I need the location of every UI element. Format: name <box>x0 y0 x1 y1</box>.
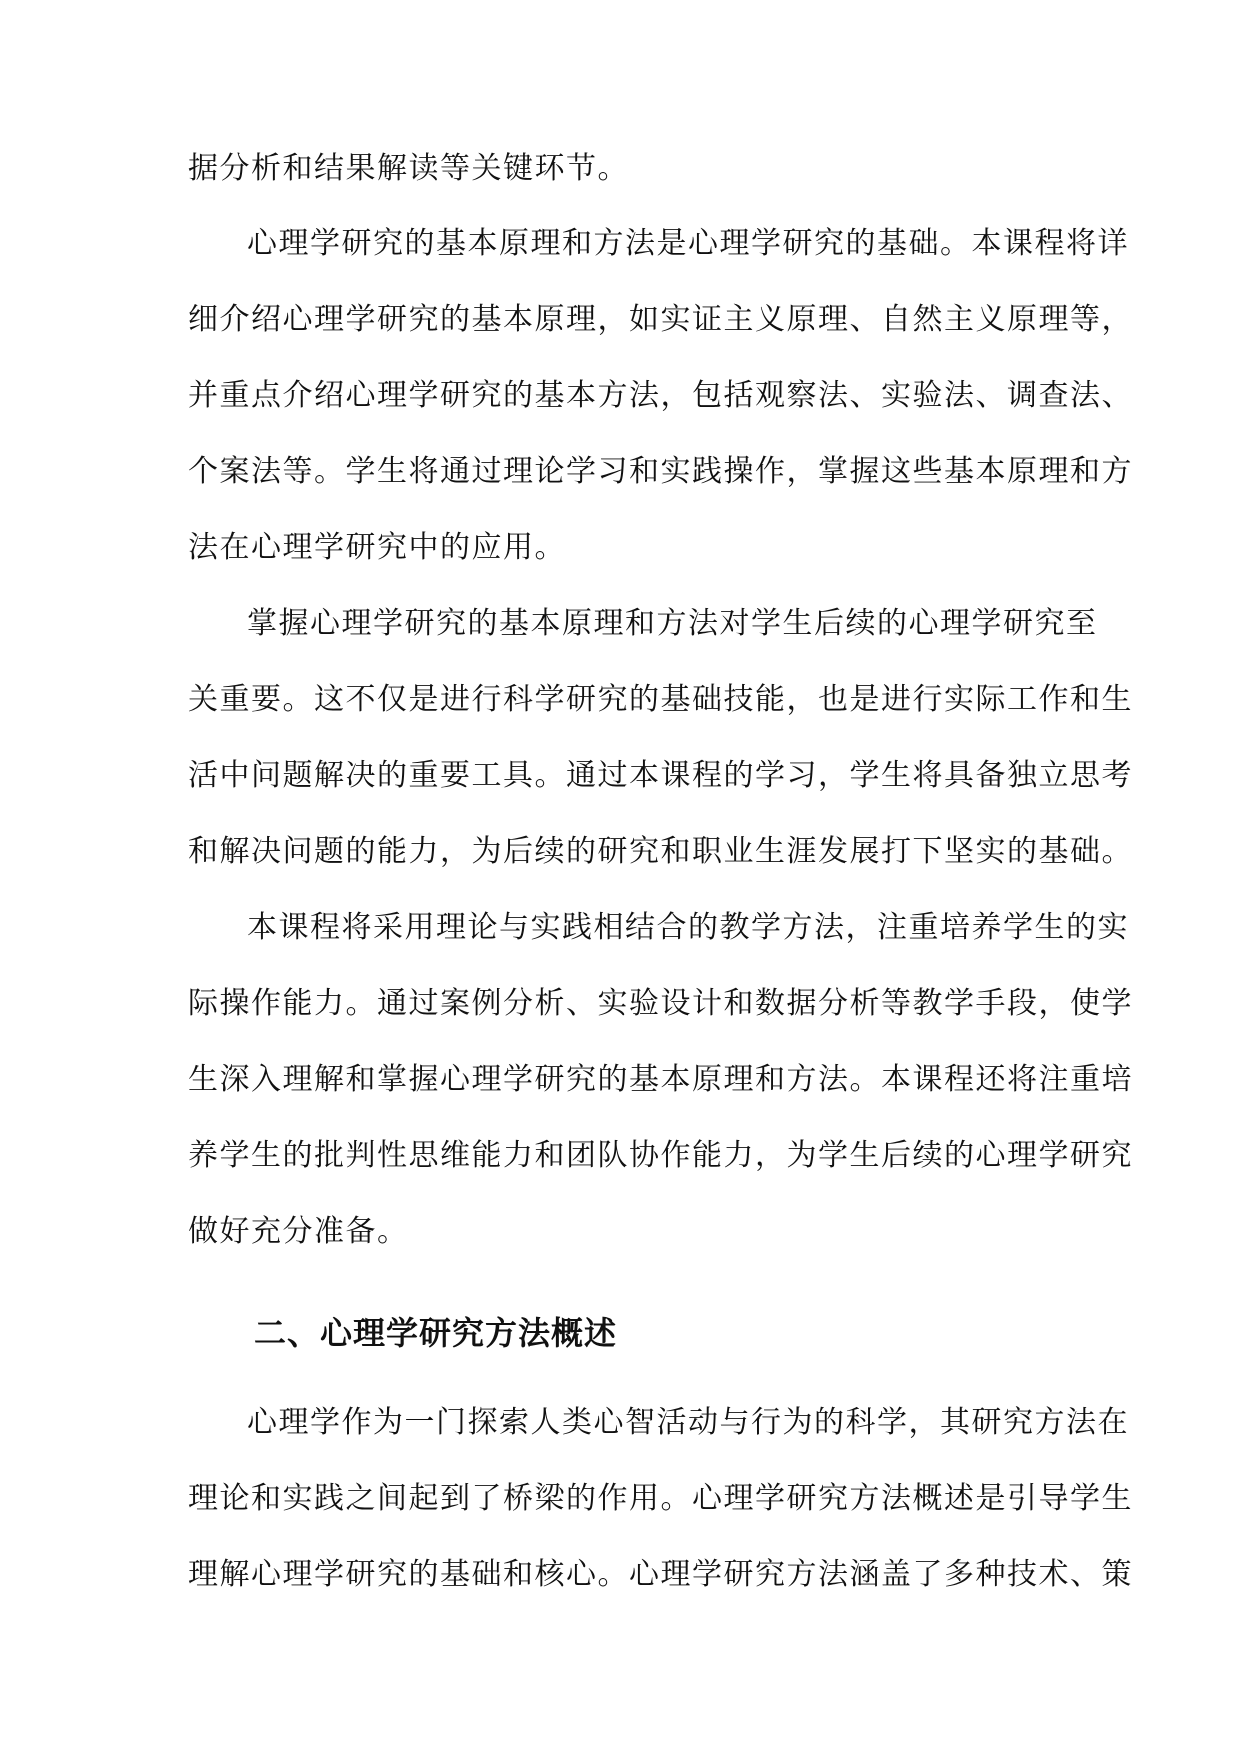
body-line: 关重要。这不仅是进行科学研究的基础技能，也是进行实际工作和生 <box>188 682 1133 717</box>
body-line: 据分析和结果解读等关键环节。 <box>188 151 629 186</box>
body-line: 活中问题解决的重要工具。通过本课程的学习，学生将具备独立思考 <box>188 758 1133 793</box>
paragraph-first-line: 掌握心理学研究的基本原理和方法对学生后续的心理学研究至 <box>247 606 1098 641</box>
body-line: 和解决问题的能力，为后续的研究和职业生涯发展打下坚实的基础。 <box>188 834 1133 869</box>
body-line: 生深入理解和掌握心理学研究的基本原理和方法。本课程还将注重培 <box>188 1062 1133 1097</box>
paragraph-first-line: 本课程将采用理论与实践相结合的教学方法，注重培养学生的实 <box>247 910 1129 945</box>
body-line: 理解心理学研究的基础和核心。心理学研究方法涵盖了多种技术、策 <box>188 1557 1133 1592</box>
paragraph-first-line: 心理学研究的基本原理和方法是心理学研究的基础。本课程将详 <box>247 226 1129 261</box>
paragraph-first-line: 心理学作为一门探索人类心智活动与行为的科学，其研究方法在 <box>247 1405 1129 1440</box>
section-heading: 二、心理学研究方法概述 <box>254 1314 618 1352</box>
body-line: 细介绍心理学研究的基本原理，如实证主义原理、自然主义原理等， <box>188 302 1133 337</box>
body-line: 个案法等。学生将通过理论学习和实践操作，掌握这些基本原理和方 <box>188 454 1133 489</box>
body-line: 养学生的批判性思维能力和团队协作能力，为学生后续的心理学研究 <box>188 1138 1133 1173</box>
body-line: 并重点介绍心理学研究的基本方法，包括观察法、实验法、调查法、 <box>188 378 1133 413</box>
body-line: 做好充分准备。 <box>188 1214 409 1249</box>
body-line: 理论和实践之间起到了桥梁的作用。心理学研究方法概述是引导学生 <box>188 1481 1133 1516</box>
body-line: 法在心理学研究中的应用。 <box>188 530 566 565</box>
body-line: 际操作能力。通过案例分析、实验设计和数据分析等教学手段，使学 <box>188 986 1133 1021</box>
